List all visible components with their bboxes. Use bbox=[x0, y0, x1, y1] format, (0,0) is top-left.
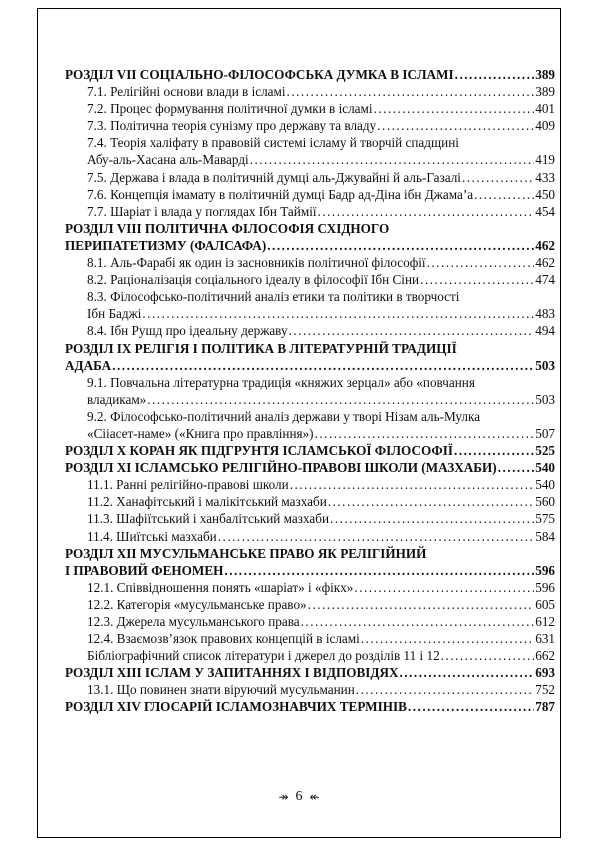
toc-section-entry bbox=[65, 271, 555, 288]
toc-entry-line bbox=[65, 528, 555, 545]
dot-leader bbox=[290, 476, 535, 493]
toc-entry-text: 11.1. Ранні релігійно-правові школи bbox=[87, 477, 289, 493]
toc-entry-line bbox=[65, 459, 555, 476]
footer-left-ornament: ↠ bbox=[278, 789, 289, 804]
toc-section-entry bbox=[65, 117, 555, 134]
toc-entry-text: 7.5. Держава і влада в політичній думці аль-Джувайні й аль-Газалі bbox=[87, 169, 461, 185]
toc-section-entry bbox=[65, 134, 555, 168]
toc-page-number: 389 bbox=[535, 84, 555, 100]
toc-entry-text: 7.4. Теорія халіфату в правовій системі ісламу й творчій спадщині bbox=[87, 135, 459, 151]
toc-entry-line bbox=[65, 425, 555, 442]
toc-section-entry bbox=[65, 100, 555, 117]
toc-section-entry bbox=[65, 528, 555, 545]
toc-entry-line bbox=[65, 271, 555, 288]
dot-leader bbox=[287, 83, 535, 100]
toc-page-number: 575 bbox=[535, 511, 555, 527]
toc-entry-text: 7.6. Концепція імамату в політичній думці Бадр ад-Діна ібн Джама’а bbox=[87, 186, 474, 202]
toc-section-entry bbox=[65, 322, 555, 339]
toc-chapter-entry bbox=[65, 220, 555, 254]
toc-entry-line bbox=[65, 288, 555, 305]
toc-section-entry bbox=[65, 374, 555, 408]
page-footer bbox=[38, 789, 560, 805]
toc-section-entry bbox=[65, 493, 555, 510]
toc-entry-line bbox=[65, 681, 555, 698]
toc-entry-line bbox=[65, 579, 555, 596]
toc-entry-line bbox=[65, 83, 555, 100]
dot-leader bbox=[147, 391, 534, 408]
dot-leader bbox=[427, 254, 535, 271]
toc-entry-line bbox=[65, 203, 555, 220]
dot-leader bbox=[377, 117, 534, 134]
dot-leader bbox=[267, 237, 534, 254]
toc-chapter-entry bbox=[65, 664, 555, 681]
footer-right-ornament: ↞ bbox=[309, 789, 320, 804]
toc-entry-line bbox=[65, 237, 555, 254]
toc-entry-text: РОЗДІЛ XIV ГЛОСАРІЙ ІСЛАМОЗНАВЧИХ ТЕРМІНІВ bbox=[65, 699, 407, 715]
toc-page-number: 662 bbox=[535, 648, 555, 664]
toc-entry-line bbox=[65, 698, 555, 715]
toc-chapter-entry bbox=[65, 66, 555, 83]
dot-leader bbox=[218, 528, 534, 545]
toc-entry-text: 11.4. Шиїтські мазхаби bbox=[87, 528, 217, 544]
toc-entry-text: РОЗДІЛ XII МУСУЛЬМАНСЬКЕ ПРАВО ЯК РЕЛІГІЙНИЙ bbox=[65, 545, 427, 561]
toc-page-number: 474 bbox=[535, 272, 555, 288]
toc-chapter-entry bbox=[65, 459, 555, 476]
toc-page-number: 494 bbox=[535, 323, 555, 339]
dot-leader bbox=[289, 322, 535, 339]
toc-entry-text: І ПРАВОВИЙ ФЕНОМЕН bbox=[65, 562, 224, 578]
toc-entry-text: РОЗДІЛ IX РЕЛІГІЯ І ПОЛІТИКА В ЛІТЕРАТУРНІЙ ТРАДИЦІЇ bbox=[65, 340, 457, 356]
page-border bbox=[37, 8, 561, 838]
toc-page-number: 596 bbox=[535, 562, 555, 578]
toc-entry-line bbox=[65, 596, 555, 613]
toc-entry-line bbox=[65, 322, 555, 339]
toc-entry-line bbox=[65, 442, 555, 459]
toc-entry-line bbox=[65, 340, 555, 357]
toc-page-number: 584 bbox=[535, 528, 555, 544]
toc-section-entry bbox=[65, 254, 555, 271]
toc-page-number: 419 bbox=[535, 152, 555, 168]
toc-page-number: 525 bbox=[535, 443, 555, 459]
dot-leader bbox=[356, 681, 534, 698]
toc-entry-line bbox=[65, 374, 555, 391]
toc-entry-line bbox=[65, 220, 555, 237]
toc-entry-text: 12.4. Взаємозв’язок правових концепцій в ісламі bbox=[87, 631, 360, 647]
toc-entry-text: РОЗДІЛ X КОРАН ЯК ПІДГРУНТЯ ІСЛАМСЬКОЇ ФІЛОСОФІЇ bbox=[65, 443, 454, 459]
toc-entry-line bbox=[65, 391, 555, 408]
toc-page-number: 454 bbox=[535, 203, 555, 219]
toc-entry-text: 7.7. Шаріат і влада у поглядах Ібн Таймії bbox=[87, 203, 317, 219]
toc-page-number: 450 bbox=[535, 186, 555, 202]
dot-leader bbox=[441, 647, 535, 664]
dot-leader bbox=[474, 186, 534, 203]
toc-entry-line bbox=[65, 476, 555, 493]
dot-leader bbox=[224, 562, 534, 579]
toc-entry-line bbox=[65, 562, 555, 579]
toc-section-entry bbox=[65, 203, 555, 220]
toc-entry-text: 8.2. Раціоналізація соціального ідеалу в філософії Ібн Сіни bbox=[87, 272, 420, 288]
toc-entry-line bbox=[65, 613, 555, 630]
dot-leader bbox=[420, 271, 534, 288]
dot-leader bbox=[400, 664, 535, 681]
dot-leader bbox=[142, 305, 534, 322]
toc-entry-text: 12.1. Співвідношення понять «шаріат» і «фікх» bbox=[87, 579, 354, 595]
toc-page-number: 483 bbox=[535, 306, 555, 322]
toc-section-entry bbox=[65, 647, 555, 664]
toc-entry-line bbox=[65, 305, 555, 322]
toc-entry-text: 7.2. Процес формування політичної думки в ісламі bbox=[87, 101, 373, 117]
toc-entry-line bbox=[65, 408, 555, 425]
toc-page-number: 503 bbox=[535, 357, 555, 373]
toc-section-entry bbox=[65, 476, 555, 493]
toc-entry-text: 8.3. Філософсько-політичний аналіз етики та політики в творчості bbox=[87, 289, 460, 305]
toc-entry-text: РОЗДІЛ VIII ПОЛІТИЧНА ФІЛОСОФІЯ СХІДНОГО bbox=[65, 220, 390, 236]
toc-entry-text: 7.3. Політична теорія сунізму про державу та владу bbox=[87, 118, 377, 134]
toc-page-number: 752 bbox=[535, 682, 555, 698]
dot-leader bbox=[308, 596, 535, 613]
toc-entry-line bbox=[65, 664, 555, 681]
toc-chapter-entry bbox=[65, 340, 555, 374]
toc-page-number: 507 bbox=[535, 425, 555, 441]
toc-entry-text: 7.1. Релігійні основи влади в ісламі bbox=[87, 84, 286, 100]
toc-section-entry bbox=[65, 681, 555, 698]
dot-leader bbox=[361, 630, 534, 647]
toc-entry-line bbox=[65, 545, 555, 562]
toc-entry-line bbox=[65, 254, 555, 271]
toc-entry-line bbox=[65, 510, 555, 527]
dot-leader bbox=[354, 579, 534, 596]
dot-leader bbox=[462, 169, 534, 186]
toc-entry-line bbox=[65, 100, 555, 117]
table-of-contents bbox=[65, 66, 555, 716]
page-number: 6 bbox=[295, 789, 303, 804]
toc-entry-line bbox=[65, 66, 555, 83]
toc-entry-text: РОЗДІЛ XI ІСЛАМСЬКО РЕЛІГІЙНО-ПРАВОВІ ШКОЛИ (МАЗХАБИ) bbox=[65, 460, 497, 476]
dot-leader bbox=[330, 510, 534, 527]
dot-leader bbox=[455, 66, 535, 83]
toc-entry-text: 8.1. Аль-Фарабі як один із засновників політичної філософії bbox=[87, 255, 426, 271]
toc-entry-line bbox=[65, 186, 555, 203]
toc-section-entry bbox=[65, 630, 555, 647]
toc-section-entry bbox=[65, 596, 555, 613]
dot-leader bbox=[301, 613, 535, 630]
toc-section-entry bbox=[65, 186, 555, 203]
toc-entry-line bbox=[65, 493, 555, 510]
toc-entry-line bbox=[65, 357, 555, 374]
toc-entry-text: 12.2. Категорія «мусульманське право» bbox=[87, 596, 307, 612]
toc-entry-text: «Сііасет-наме» («Книга про правління») bbox=[87, 425, 314, 441]
toc-entry-text: РОЗДІЛ XIII ІСЛАМ У ЗАПИТАННЯХ І ВІДПОВІДЯХ bbox=[65, 665, 399, 681]
toc-entry-text: РОЗДІЛ VII СОЦІАЛЬНО-ФІЛОСОФСЬКА ДУМКА В ІСЛАМІ bbox=[65, 67, 454, 82]
toc-section-entry bbox=[65, 288, 555, 322]
toc-page-number: 462 bbox=[535, 237, 555, 253]
toc-entry-text: 13.1. Що повинен знати віруючий мусульманин bbox=[87, 682, 355, 698]
toc-page-number: 596 bbox=[535, 579, 555, 595]
toc-entry-text: 9.2. Філософсько-політичний аналіз держави у творі Нізам аль-Мулка bbox=[87, 408, 481, 424]
toc-entry-text: владикам» bbox=[87, 391, 147, 407]
dot-leader bbox=[374, 100, 535, 117]
toc-entry-text: 11.2. Ханафітський і малікітський мазхаби bbox=[87, 494, 327, 510]
toc-section-entry bbox=[65, 579, 555, 596]
toc-section-entry bbox=[65, 83, 555, 100]
toc-chapter-entry bbox=[65, 545, 555, 579]
toc-section-entry bbox=[65, 613, 555, 630]
dot-leader bbox=[454, 442, 534, 459]
toc-section-entry bbox=[65, 408, 555, 442]
toc-page-number: 560 bbox=[535, 494, 555, 510]
toc-entry-text: ПЕРИПАТЕТИЗМУ (ФАЛСАФА) bbox=[65, 237, 267, 253]
toc-entry-text: Ібн Баджі bbox=[87, 306, 142, 322]
toc-section-entry bbox=[65, 510, 555, 527]
toc-page-number: 612 bbox=[535, 614, 555, 629]
toc-entry-text: 8.4. Ібн Рушд про ідеальну державу bbox=[87, 323, 288, 339]
dot-leader bbox=[315, 425, 535, 442]
dot-leader bbox=[250, 151, 535, 168]
toc-entry-text: 9.1. Повчальна літературна традиція «княжих зерцал» або «повчання bbox=[87, 374, 475, 390]
toc-entry-line bbox=[65, 169, 555, 186]
toc-page-number: 693 bbox=[535, 665, 555, 681]
toc-page-number: 503 bbox=[535, 391, 555, 407]
toc-chapter-entry bbox=[65, 442, 555, 459]
toc-page-number: 787 bbox=[535, 699, 555, 715]
toc-entry-text: Бібліографічний список літератури і джерел до розділів 11 і 12 bbox=[87, 648, 440, 664]
toc-page-number: 462 bbox=[535, 255, 555, 271]
toc-entry-text: АДАБА bbox=[65, 357, 112, 373]
toc-page-number: 605 bbox=[535, 596, 555, 612]
dot-leader bbox=[408, 698, 534, 715]
toc-entry-line bbox=[65, 630, 555, 647]
toc-page-number: 409 bbox=[535, 118, 555, 134]
toc-entry-text: Абу-аль-Хасана аль-Маварді bbox=[87, 152, 249, 168]
toc-page-number: 540 bbox=[535, 460, 555, 476]
toc-page-number: 401 bbox=[535, 101, 555, 117]
toc-entry-text: 12.3. Джерела мусульманського права bbox=[87, 614, 300, 629]
toc-entry-line bbox=[65, 134, 555, 151]
dot-leader bbox=[112, 357, 534, 374]
dot-leader bbox=[328, 493, 534, 510]
toc-page-number: 631 bbox=[535, 631, 555, 647]
toc-entry-text: 11.3. Шафіїтський і ханбалітський мазхаби bbox=[87, 511, 330, 527]
toc-page-number: 433 bbox=[535, 169, 555, 185]
dot-leader bbox=[318, 203, 535, 220]
toc-entry-line bbox=[65, 117, 555, 134]
toc-entry-line bbox=[65, 151, 555, 168]
toc-page-number: 540 bbox=[535, 477, 555, 493]
toc-section-entry bbox=[65, 169, 555, 186]
dot-leader bbox=[498, 459, 535, 476]
toc-chapter-entry bbox=[65, 698, 555, 715]
toc-entry-line bbox=[65, 647, 555, 664]
toc-page-number: 389 bbox=[535, 67, 555, 82]
